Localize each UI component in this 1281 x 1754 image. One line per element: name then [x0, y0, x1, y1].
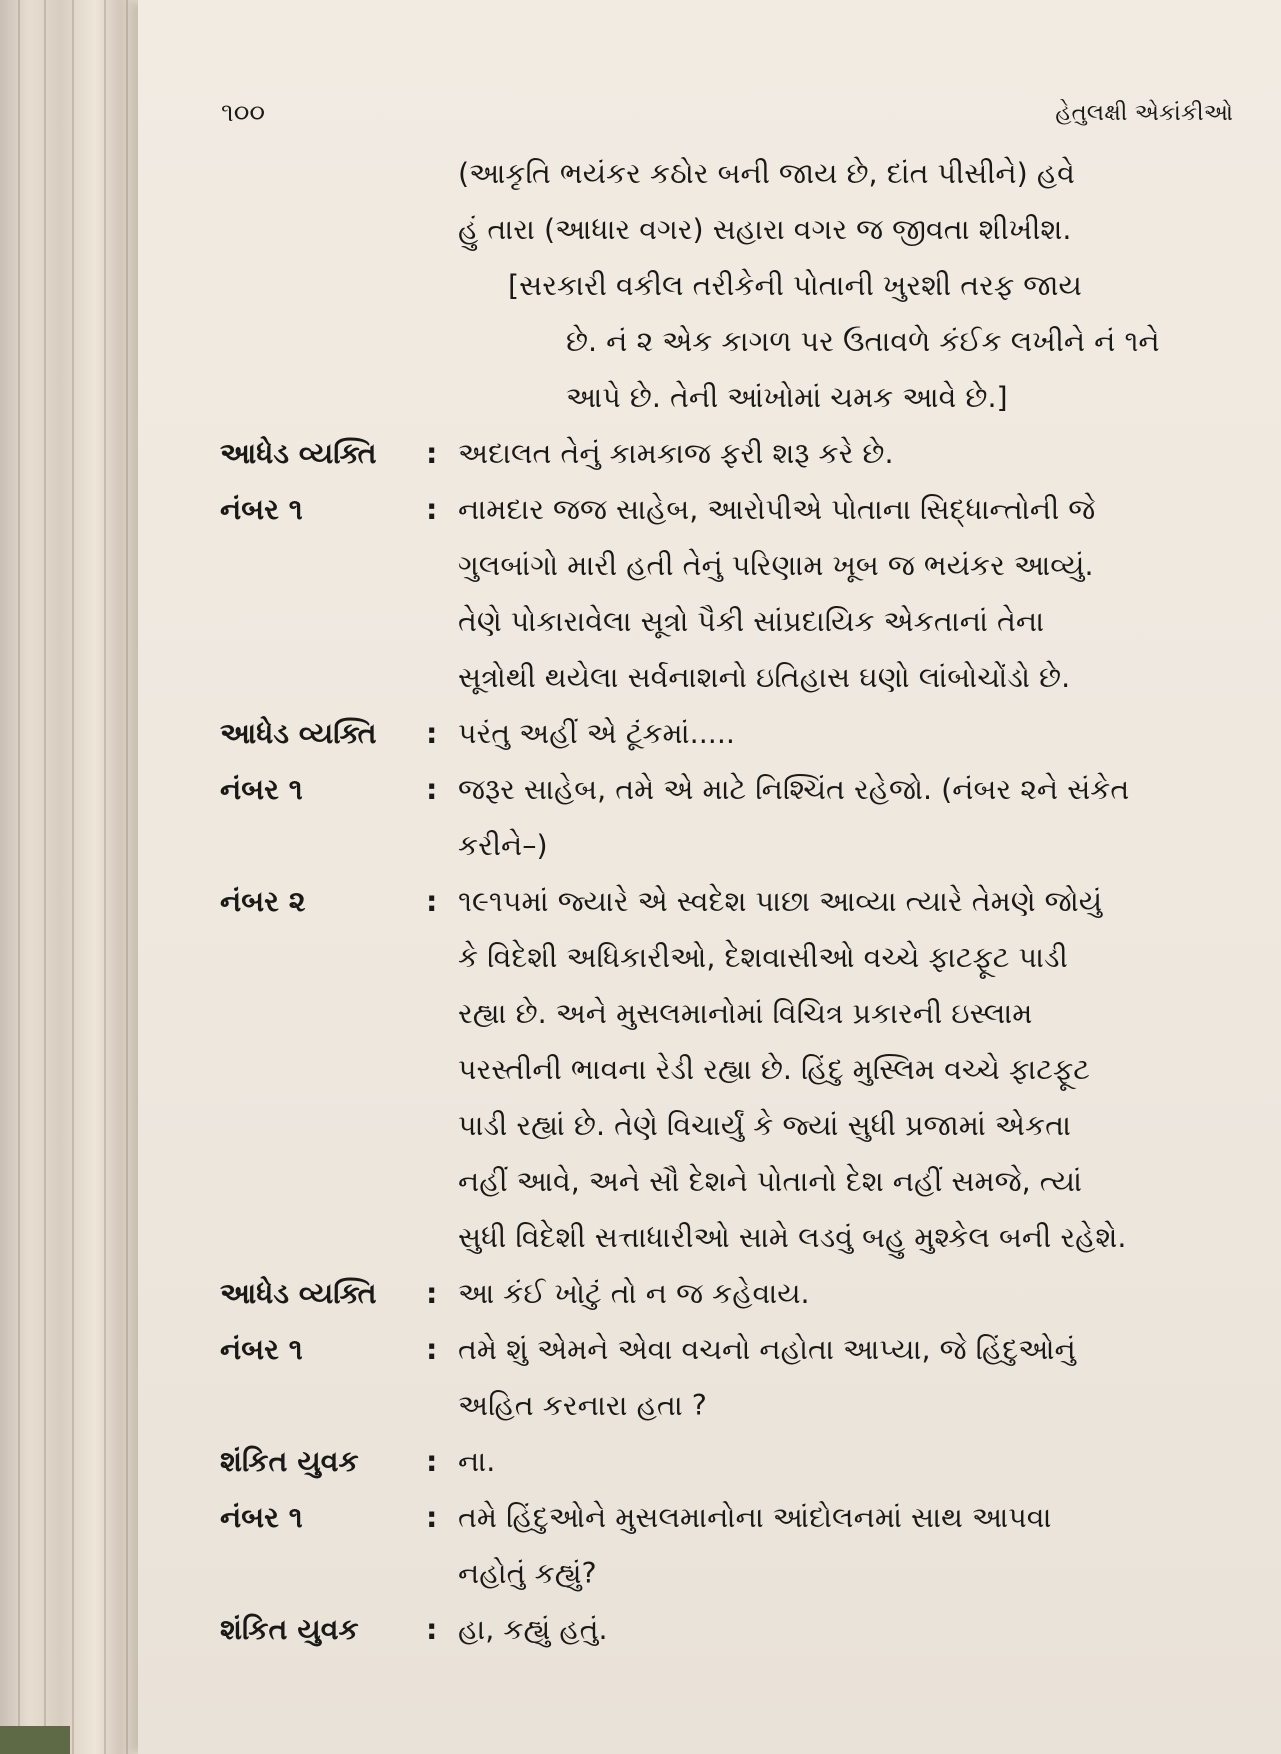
page-edge: [44, 0, 46, 1754]
stage-direction-line: [સરકારી વકીલ તરીકેની પોતાની ખુરશી તરફ જાય: [508, 269, 1082, 302]
dialogue-line: તમે શું એમને એવા વચનો નહોતા આપ્યા, જે હિંદુઓનું: [458, 1333, 1076, 1366]
speaker-name: નંબર ૧: [220, 1333, 303, 1366]
speaker-name: નંબર ૨: [220, 885, 306, 918]
speaker-colon: :: [426, 1501, 438, 1534]
dialogue-line: હા, કહ્યું હતું.: [458, 1613, 608, 1646]
speaker-name: આધેડ વ્યક્તિ: [220, 437, 377, 470]
page-number: ૧૦૦: [221, 98, 266, 128]
dialogue-line: નહીં આવે, અને સૌ દેશને પોતાનો દેશ નહીં સમજે, ત્યાં: [458, 1165, 1082, 1198]
dialogue-line: અહિત કરનારા હતા ?: [458, 1389, 707, 1422]
dialogue-line: રહ્યા છે. અને મુસલમાનોમાં વિચિત્ર પ્રકારની ઇસ્લામ: [458, 997, 1033, 1030]
page-edge: [126, 0, 128, 1754]
dialogue-line: અદાલત તેનું કામકાજ ફરી શરૂ કરે છે.: [458, 437, 894, 470]
stage-direction-line: છે. નં ૨ એક કાગળ પર ઉતાવળે કંઈક લખીને નં ૧ને: [566, 325, 1160, 358]
speaker-name: આધેડ વ્યક્તિ: [220, 1277, 377, 1310]
dialogue-line: સૂત્રોથી થયેલા સર્વનાશનો ઇતિહાસ ઘણો લાંબોચોંડો છે.: [458, 661, 1071, 694]
text-line: (આકૃતિ ભયંકર કઠોર બની જાય છે, દાંત પીસીને) હવે: [458, 157, 1075, 190]
speaker-name: આધેડ વ્યક્તિ: [220, 717, 377, 750]
speaker-name: શંકિત યુવક: [220, 1445, 359, 1478]
speaker-name: નંબર ૧: [220, 773, 303, 806]
stage-direction-line: આપે છે. તેની આંખોમાં ચમક આવે છે.]: [566, 381, 1008, 414]
speaker-colon: :: [426, 717, 438, 750]
speaker-colon: :: [426, 1333, 438, 1366]
running-title: હેતુલક્ષી એકાંકીઓ: [1055, 100, 1233, 126]
dialogue-line: નામદાર જજ સાહેબ, આરોપીએ પોતાના સિદ્ધાન્તોની જે: [458, 493, 1096, 526]
dialogue-line: જરૂર સાહેબ, તમે એ માટે નિશ્ચિંત રહેજો. (નંબર ૨ને સંકેત: [458, 773, 1130, 806]
page-header: [138, 98, 1281, 138]
page-edge: [72, 0, 74, 1754]
dialogue-line: ૧૯૧૫માં જ્યારે એ સ્વદેશ પાછા આવ્યા ત્યારે તેમણે જોયું: [458, 885, 1103, 918]
text-line: હું તારા (આધાર વગર) સહારા વગર જ જીવતા શીખીશ.: [458, 213, 1072, 246]
speaker-colon: :: [426, 1613, 438, 1646]
dialogue-line: તમે હિંદુઓને મુસલમાનોના આંદોલનમાં સાથ આપવા: [458, 1501, 1052, 1534]
page-edge: [104, 0, 106, 1754]
dialogue-line: કરીને–): [458, 829, 548, 862]
dialogue-line: પરસ્તીની ભાવના રેડી રહ્યા છે. હિંદુ મુસ્લિમ વચ્ચે ફાટફૂટ: [458, 1053, 1090, 1086]
dialogue-line: તેણે પોકારાવેલા સૂત્રો પૈકી સાંપ્રદાયિક એકતાનાં તેના: [458, 605, 1045, 638]
dialogue-line: સુધી વિદેશી સત્તાધારીઓ સામે લડવું બહુ મુશ્કેલ બની રહેશે.: [458, 1221, 1127, 1254]
dialogue-line: ગુલબાંગો મારી હતી તેનું પરિણામ ખૂબ જ ભયંકર આવ્યું.: [458, 549, 1094, 582]
speaker-colon: :: [426, 1277, 438, 1310]
speaker-colon: :: [426, 493, 438, 526]
dialogue-line: પરંતુ અહીં એ ટૂંકમાં.....: [458, 717, 735, 750]
speaker-colon: :: [426, 1445, 438, 1478]
speaker-name: શંકિત યુવક: [220, 1613, 359, 1646]
dialogue-line: પાડી રહ્યાં છે. તેણે વિચાર્યું કે જ્યાં સુધી પ્રજામાં એકતા: [458, 1109, 1071, 1142]
dialogue-line: ના.: [458, 1445, 496, 1478]
book-page: [138, 0, 1281, 1754]
dialogue-line: આ કંઈ ખોટું તો ન જ કહેવાય.: [458, 1277, 810, 1310]
page-edge: [18, 0, 20, 1754]
background-surface: [0, 1726, 70, 1754]
speaker-colon: :: [426, 773, 438, 806]
speaker-name: નંબર ૧: [220, 1501, 303, 1534]
dialogue-line: નહોતું કહ્યું?: [458, 1557, 597, 1590]
speaker-colon: :: [426, 437, 438, 470]
speaker-colon: :: [426, 885, 438, 918]
dialogue-line: કે વિદેશી અધિકારીઓ, દેશવાસીઓ વચ્ચે ફાટફૂટ પાડી: [458, 941, 1068, 974]
speaker-name: નંબર ૧: [220, 493, 303, 526]
